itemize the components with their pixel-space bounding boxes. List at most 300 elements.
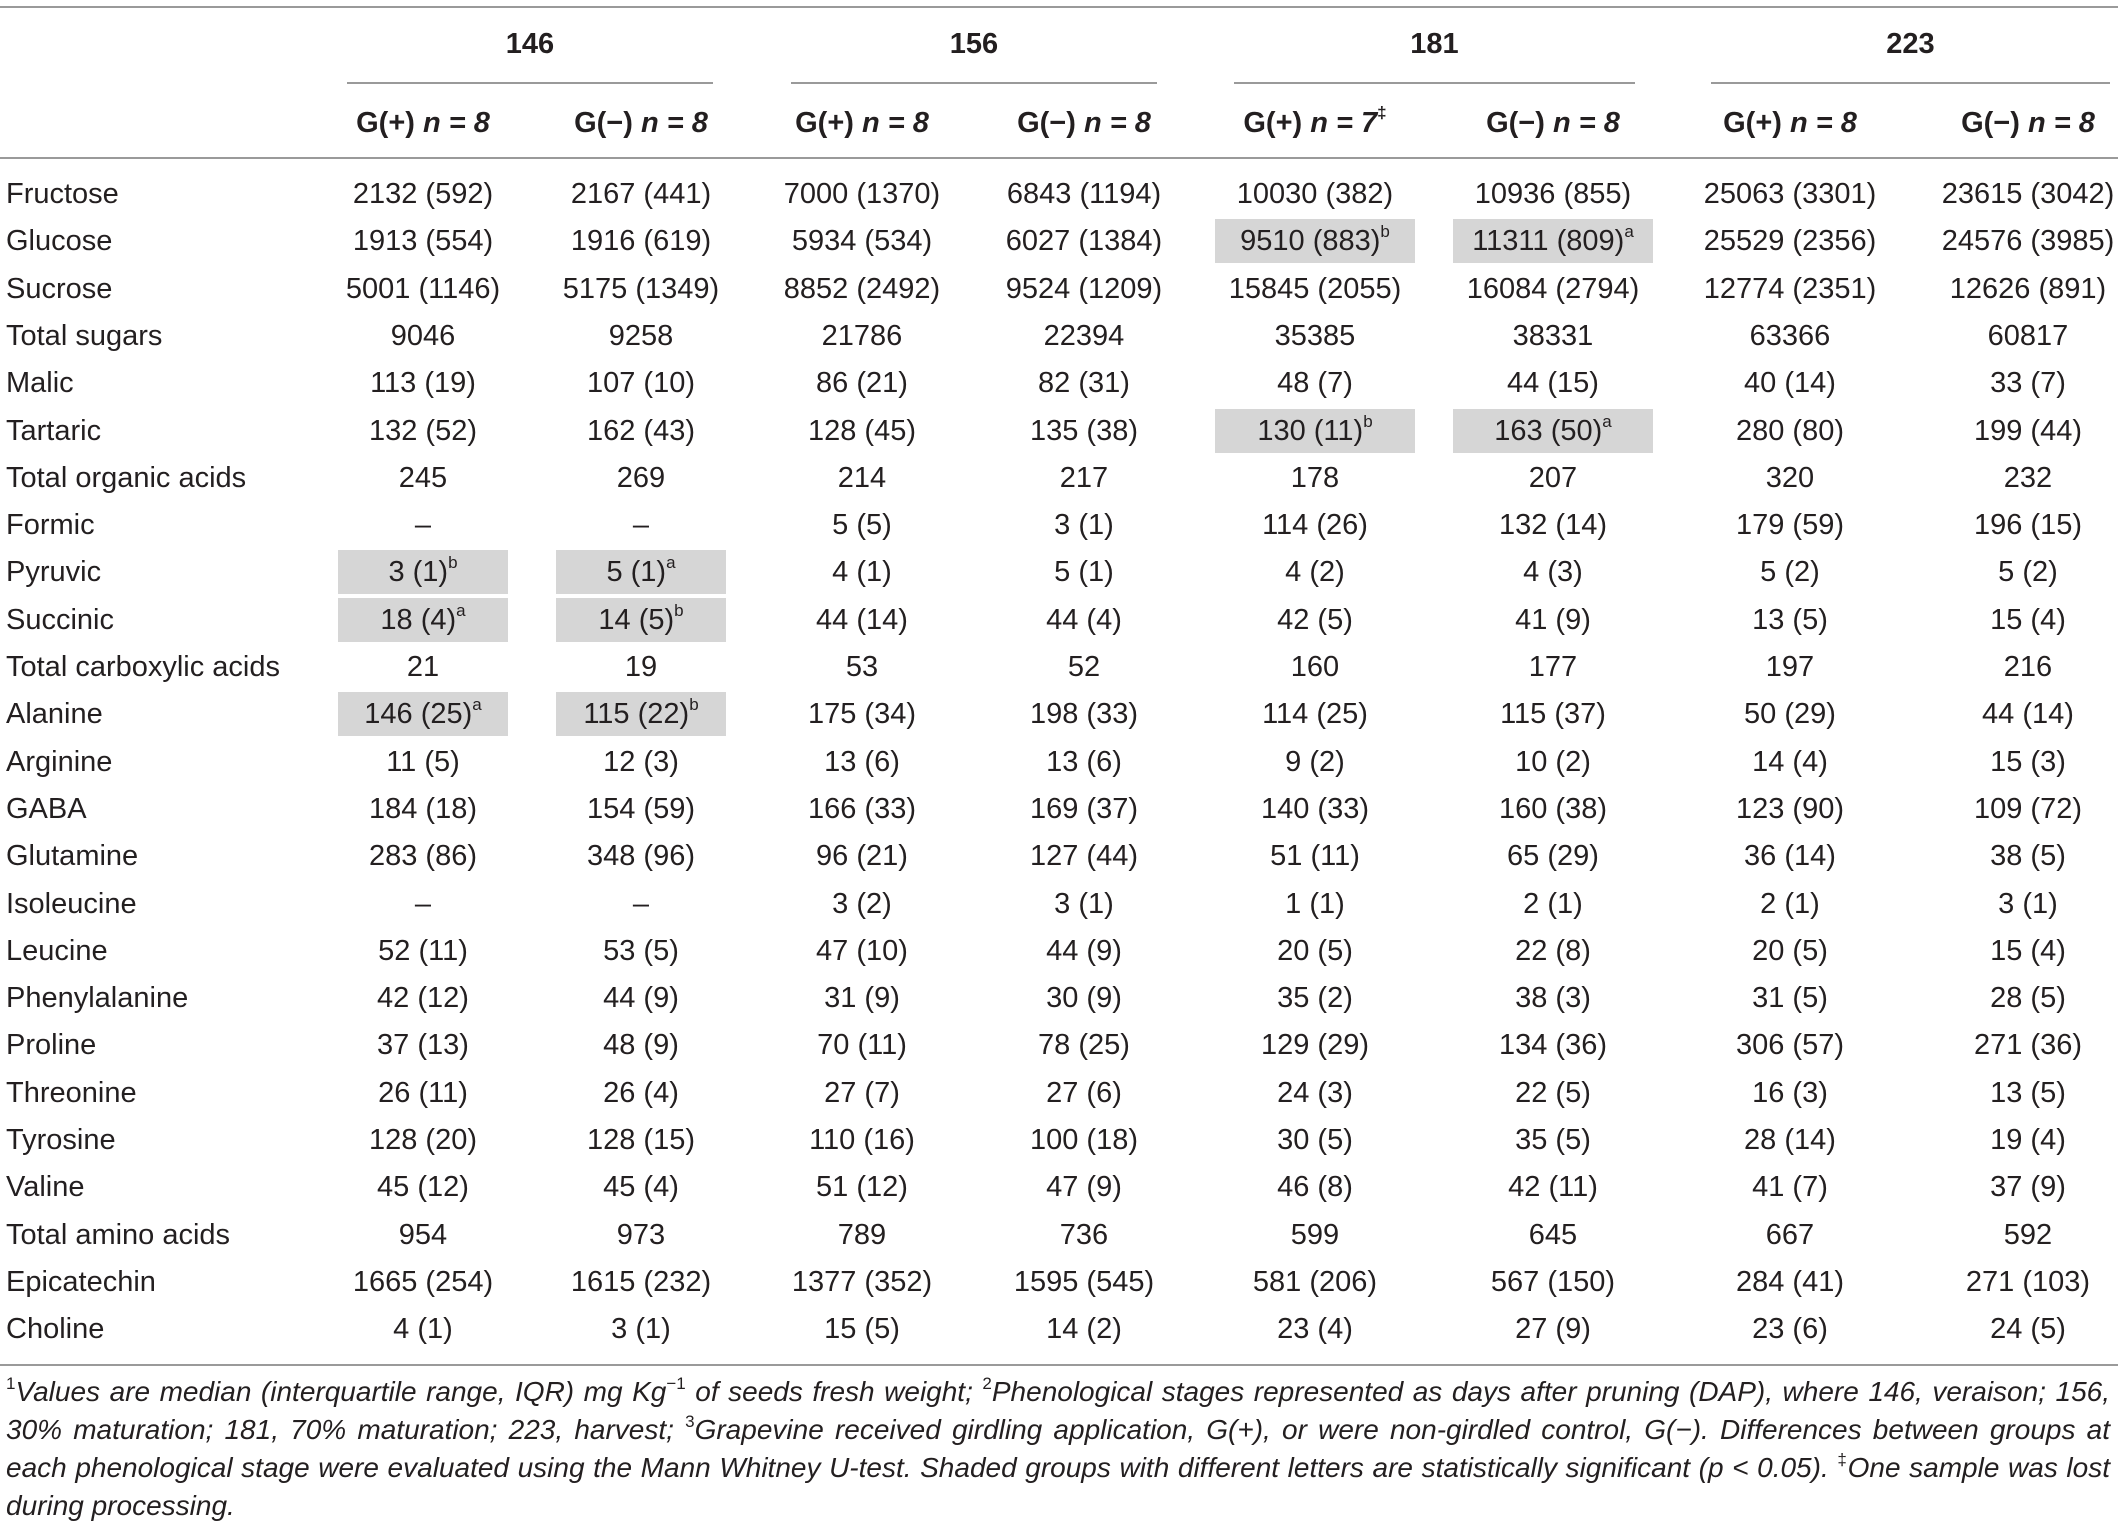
stage-header: 223 (1886, 28, 1935, 60)
row-label: Proline (6, 1029, 97, 1062)
cell-value: 2 (1) (1523, 887, 1583, 920)
group-label: G(+) (795, 107, 862, 139)
table-cell (1695, 1118, 1885, 1162)
cell-value: 216 (2003, 651, 2053, 683)
table-cell (556, 598, 726, 642)
cell-value: 132 (52) (368, 414, 477, 447)
cell-value: 9258 (608, 319, 674, 352)
cell-value: 123 (90) (1735, 792, 1844, 825)
table-cell (1215, 550, 1415, 594)
cell-value: 46 (8) (1277, 1171, 1353, 1204)
cell-value: 5175 (1349) (562, 272, 720, 305)
table-cell (556, 929, 726, 973)
table-cell (767, 598, 957, 642)
table-cell (989, 1118, 1179, 1162)
row-label: Malic (6, 367, 74, 400)
table-cell (1933, 834, 2118, 878)
table-cell (1215, 409, 1415, 453)
cell-value: 51 (12) (816, 1171, 908, 1204)
cell-value: 12774 (2351) (1703, 272, 1877, 305)
cell-value: 50 (29) (1744, 698, 1836, 731)
table-cell (1695, 976, 1885, 1020)
stage-header: 181 (1410, 28, 1459, 60)
table-cell (1215, 1071, 1415, 1115)
table-cell (1933, 1213, 2118, 1257)
cell-value: 18 (4) (380, 603, 457, 636)
table-cell (1695, 1071, 1885, 1115)
table-cell (1453, 1307, 1653, 1351)
table-cell (1453, 314, 1653, 358)
cell-value: 280 (80) (1735, 414, 1844, 447)
table-cell (767, 787, 957, 831)
cell-value: 198 (33) (1029, 698, 1138, 731)
table-cell (338, 929, 508, 973)
table-cell (556, 834, 726, 878)
table-cell (338, 1165, 508, 1209)
table-cell (1215, 787, 1415, 831)
table-cell (1695, 645, 1885, 689)
table-cell (767, 503, 957, 547)
table-cell (989, 834, 1179, 878)
table-cell (1215, 314, 1415, 358)
cell-value: 38331 (1512, 319, 1594, 352)
cell-value: 177 (1528, 651, 1578, 683)
cell-value: 19 (4) (1990, 1124, 2066, 1156)
cell-value: 175 (34) (807, 698, 916, 731)
table-cell (1695, 929, 1885, 973)
cell-value: 196 (15) (1973, 509, 2082, 542)
cell-value: 162 (43) (586, 414, 695, 447)
row-label: Arginine (6, 745, 113, 778)
cell-value: 113 (19) (370, 367, 476, 400)
table-cell (556, 503, 726, 547)
table-cell (1933, 409, 2118, 453)
table-cell (989, 550, 1179, 594)
cell-value: 115 (22) (583, 698, 690, 731)
cell-value: – (414, 887, 432, 920)
top-rule (0, 6, 2118, 8)
cell-value: 1595 (545) (1013, 1265, 1155, 1298)
table-cell (1695, 550, 1885, 594)
cell-value: 1 (1) (1285, 887, 1345, 920)
group-header (1433, 100, 1673, 146)
cell-value: 38 (5) (1990, 840, 2066, 873)
table-cell (989, 1260, 1179, 1304)
table-cell (1215, 503, 1415, 547)
cell-value: 70 (11) (817, 1029, 907, 1062)
footnote-mark: −1 (666, 1374, 686, 1393)
cell-value: 12 (3) (603, 745, 679, 778)
cell-value: 160 (38) (1498, 792, 1607, 825)
cell-value: 599 (1290, 1218, 1340, 1251)
cell-value: 47 (9) (1046, 1171, 1122, 1204)
cell-value: 284 (41) (1735, 1265, 1844, 1298)
table-footnote (6, 1373, 2110, 1525)
cell-value: 100 (18) (1029, 1124, 1138, 1156)
significance-letter: b (1380, 222, 1390, 242)
cell-value: 5001 (1146) (345, 272, 501, 305)
group-n: n = 8 (1789, 107, 1857, 139)
table-cell (767, 172, 957, 216)
cell-value: 5 (1) (1054, 556, 1114, 589)
group-header (521, 100, 761, 146)
group-header (1908, 100, 2118, 146)
row-label: Fructose (6, 178, 119, 210)
table-cell (556, 740, 726, 784)
table-cell (1453, 834, 1653, 878)
cell-value: 82 (31) (1038, 367, 1130, 400)
cell-value: 14 (2) (1046, 1313, 1122, 1346)
row-label: Alanine (6, 698, 103, 731)
table-cell (338, 787, 508, 831)
cell-value: – (632, 509, 650, 542)
cell-value: 35385 (1274, 319, 1356, 352)
significance-letter: b (674, 600, 684, 620)
cell-value: 13 (5) (1752, 603, 1828, 636)
header-rule (0, 157, 2118, 159)
table-cell (1695, 1023, 1885, 1067)
cell-value: 14 (5) (598, 603, 675, 636)
table-cell (989, 503, 1179, 547)
table-cell (989, 692, 1179, 736)
cell-value: 15845 (2055) (1228, 272, 1402, 305)
group-n: n = 7 (1310, 107, 1378, 139)
footnote-text: Values are median (interquartile range, IQR) mg Kg (15, 1376, 667, 1407)
table-cell (1933, 1118, 2118, 1162)
cell-value: 15 (4) (1990, 934, 2066, 967)
cell-value: 973 (616, 1218, 666, 1251)
table-cell (338, 645, 508, 689)
row-label: Epicatechin (6, 1265, 156, 1298)
footnote-text: Grapevine received girdling application, G(+), or were non-girdled control, G(−). Differences between groups at each phenological stage were evaluated using the Mann Whitney U-test. Shaded groups with different letters are statistically significant (p < 0.05). (6, 1414, 2110, 1483)
table-cell (338, 1071, 508, 1115)
table-cell (1933, 598, 2118, 642)
table-cell (556, 1023, 726, 1067)
cell-value: 35 (2) (1277, 982, 1353, 1015)
table-cell (1695, 882, 1885, 926)
significance-letter: a (666, 553, 676, 573)
cell-value: 154 (59) (586, 792, 695, 825)
cell-value: 348 (96) (586, 840, 695, 873)
table-cell (1215, 929, 1415, 973)
cell-value: 1913 (554) (352, 225, 494, 258)
cell-value: 13 (6) (1046, 745, 1122, 778)
cell-value: 38 (3) (1515, 982, 1591, 1015)
table-cell (1453, 172, 1653, 216)
cell-value: 115 (37) (1500, 698, 1606, 731)
table-cell (556, 882, 726, 926)
significance-letter: a (1624, 222, 1634, 242)
cell-value: 53 (845, 651, 879, 683)
cell-value: 25063 (3301) (1703, 178, 1877, 210)
table-cell (1695, 1260, 1885, 1304)
footnote-mark: ‡ (1837, 1450, 1848, 1469)
table-cell (1453, 976, 1653, 1020)
cell-value: 1916 (619) (570, 225, 712, 258)
cell-value: 592 (2003, 1218, 2053, 1251)
footnote-mark: 2 (982, 1374, 992, 1393)
table-cell (1933, 976, 2118, 1020)
group-n: n = 8 (2027, 107, 2095, 139)
cell-value: 954 (398, 1218, 448, 1251)
table-cell (338, 882, 508, 926)
table-cell (1453, 1023, 1653, 1067)
table-cell (1933, 503, 2118, 547)
group-header (964, 100, 1204, 146)
table-cell (767, 1213, 957, 1257)
footnote-text: of seeds fresh weight; (685, 1376, 983, 1407)
table-cell (338, 172, 508, 216)
table-cell (1695, 267, 1885, 311)
cell-value: 129 (29) (1260, 1029, 1369, 1062)
cell-value: 24576 (3985) (1941, 225, 2115, 258)
cell-value: 41 (9) (1515, 603, 1591, 636)
cell-value: 63366 (1749, 319, 1831, 352)
table-cell (1453, 267, 1653, 311)
table-cell (556, 787, 726, 831)
group-label: G(+) (1243, 107, 1311, 139)
row-label: Choline (6, 1313, 105, 1346)
table-cell (1453, 598, 1653, 642)
table-cell (338, 740, 508, 784)
row-label: Total carboxylic acids (6, 651, 280, 683)
table-cell (1933, 550, 2118, 594)
significance-letter: b (448, 553, 458, 573)
table-cell (989, 456, 1179, 500)
table-cell (1453, 645, 1653, 689)
cell-value: 37 (13) (377, 1029, 469, 1062)
table-cell (989, 1307, 1179, 1351)
cell-value: 20 (5) (1277, 934, 1353, 967)
cell-value: 65 (29) (1507, 840, 1599, 873)
row-label: Glutamine (6, 840, 139, 873)
cell-value: 23615 (3042) (1941, 178, 2115, 210)
table-cell (1215, 976, 1415, 1020)
group-header (1670, 100, 1910, 146)
table-cell (338, 550, 508, 594)
cell-value: 6027 (1384) (1005, 225, 1163, 258)
table-cell (556, 219, 726, 263)
cell-value: 27 (6) (1046, 1076, 1122, 1109)
table-cell (338, 361, 508, 405)
cell-value: 140 (33) (1260, 792, 1369, 825)
table-cell (338, 598, 508, 642)
cell-value: 11311 (809) (1472, 225, 1625, 258)
table-cell (989, 882, 1179, 926)
table-cell (989, 361, 1179, 405)
table-cell (556, 1118, 726, 1162)
cell-value: 232 (2003, 461, 2053, 494)
stage-underline (1711, 82, 2110, 84)
cell-value: 3 (1) (1054, 887, 1114, 920)
table-cell (767, 361, 957, 405)
cell-value: 47 (10) (816, 934, 908, 967)
cell-value: 15 (4) (1990, 603, 2066, 636)
cell-value: 1377 (352) (791, 1265, 933, 1298)
table-cell (1695, 456, 1885, 500)
row-label: Total amino acids (6, 1218, 231, 1251)
cell-value: 114 (26) (1262, 509, 1368, 542)
table-cell (1453, 1260, 1653, 1304)
table-cell (1453, 409, 1653, 453)
cell-value: 44 (4) (1046, 603, 1122, 636)
group-header (1195, 100, 1435, 146)
cell-value: 20 (5) (1752, 934, 1828, 967)
table-cell (556, 1071, 726, 1115)
cell-value: 160 (1290, 651, 1340, 683)
table-cell (1453, 787, 1653, 831)
cell-value: 16 (3) (1752, 1076, 1828, 1109)
cell-value: 48 (7) (1277, 367, 1353, 400)
cell-value: 31 (9) (824, 982, 900, 1015)
table-cell (1695, 692, 1885, 736)
table-cell (556, 550, 726, 594)
table-cell (1453, 1165, 1653, 1209)
cell-value: 10030 (382) (1236, 178, 1394, 210)
cell-value: 10936 (855) (1474, 178, 1632, 210)
table-cell (989, 929, 1179, 973)
cell-value: 22 (8) (1515, 934, 1591, 967)
group-label: G(−) (1961, 107, 2028, 139)
table-cell (767, 550, 957, 594)
row-label: Phenylalanine (6, 982, 189, 1015)
table-cell (767, 314, 957, 358)
table-cell (1695, 361, 1885, 405)
table-cell (338, 503, 508, 547)
cell-value: 4 (1) (832, 556, 892, 589)
table-cell (556, 1213, 726, 1257)
table-cell (1453, 503, 1653, 547)
group-n: n = 8 (1083, 107, 1151, 139)
cell-value: 179 (59) (1735, 509, 1844, 542)
cell-value: 4 (2) (1285, 556, 1345, 589)
group-label: G(+) (1723, 107, 1790, 139)
footnote-mark: 3 (685, 1412, 695, 1431)
cell-value: 245 (398, 461, 448, 494)
table-cell (989, 267, 1179, 311)
row-label: Glucose (6, 225, 113, 258)
cell-value: 109 (72) (1973, 792, 2082, 825)
cell-value: 217 (1059, 461, 1109, 494)
table-cell (556, 1260, 726, 1304)
cell-value: 26 (4) (603, 1076, 679, 1109)
stage-header: 156 (949, 28, 999, 60)
significance-letter: b (1363, 411, 1373, 431)
table-cell (1695, 740, 1885, 784)
table-cell (989, 1071, 1179, 1115)
cell-value: 197 (1765, 651, 1815, 683)
table-cell (767, 1071, 957, 1115)
table-cell (338, 456, 508, 500)
cell-value: 163 (50) (1494, 414, 1603, 447)
cell-value: 128 (45) (807, 414, 916, 447)
table-cell (767, 834, 957, 878)
table-cell (1695, 1213, 1885, 1257)
cell-value: 53 (5) (603, 934, 679, 967)
table-cell (556, 976, 726, 1020)
cell-value: 3 (1) (388, 556, 449, 589)
table-cell (767, 929, 957, 973)
cell-value: 306 (57) (1735, 1029, 1844, 1062)
table-cell (556, 314, 726, 358)
table-cell (1215, 1260, 1415, 1304)
table-cell (338, 1023, 508, 1067)
cell-value: 107 (10) (586, 367, 695, 400)
table-cell (1215, 456, 1415, 500)
footnote-mark: 1 (6, 1374, 16, 1393)
cell-value: 13 (5) (1990, 1076, 2066, 1109)
table-cell (1215, 882, 1415, 926)
cell-value: 86 (21) (816, 367, 908, 400)
cell-value: 25529 (2356) (1703, 225, 1877, 258)
table-cell (989, 219, 1179, 263)
table-cell (1933, 645, 2118, 689)
cell-value: 24 (5) (1990, 1313, 2066, 1346)
cell-value: 3 (1) (1054, 509, 1114, 542)
table-cell (1933, 219, 2118, 263)
table-cell (767, 976, 957, 1020)
cell-value: 15 (3) (1990, 745, 2066, 778)
cell-value: 9046 (390, 319, 456, 352)
cell-value: 26 (11) (378, 1076, 468, 1109)
row-label: Tartaric (6, 414, 102, 447)
cell-value: 199 (44) (1973, 414, 2082, 447)
table-cell (1215, 172, 1415, 216)
table-cell (989, 1023, 1179, 1067)
table-cell (989, 645, 1179, 689)
row-label: Succinic (6, 603, 114, 636)
cell-value: 27 (9) (1515, 1313, 1591, 1346)
cell-value: – (632, 887, 650, 920)
cell-value: 6843 (1194) (1006, 178, 1162, 210)
cell-value: 23 (4) (1277, 1313, 1353, 1346)
cell-value: 12626 (891) (1949, 272, 2107, 305)
table-cell (1695, 1307, 1885, 1351)
cell-value: 184 (18) (368, 792, 477, 825)
table-cell (1933, 787, 2118, 831)
cell-value: 5 (2) (1998, 556, 2058, 589)
table-cell (1215, 645, 1415, 689)
table-cell (556, 1307, 726, 1351)
table-cell (1933, 267, 2118, 311)
table-cell (989, 172, 1179, 216)
cell-value: 22394 (1043, 319, 1125, 352)
cell-value: 1665 (254) (352, 1265, 494, 1298)
table-cell (1215, 692, 1415, 736)
cell-value: 16084 (2794) (1466, 272, 1640, 305)
row-label: Leucine (6, 934, 108, 967)
row-label: Isoleucine (6, 887, 137, 920)
table-cell (1453, 882, 1653, 926)
cell-value: 96 (21) (816, 840, 908, 873)
group-header (742, 100, 982, 146)
cell-value: 134 (36) (1498, 1029, 1607, 1062)
cell-value: 178 (1290, 461, 1340, 494)
cell-value: 581 (206) (1252, 1265, 1378, 1298)
cell-value: 30 (9) (1046, 982, 1122, 1015)
cell-value: 28 (5) (1990, 982, 2066, 1015)
stage-underline (791, 82, 1157, 84)
row-label: Formic (6, 509, 95, 542)
table-cell (1453, 740, 1653, 784)
table-cell (1695, 1165, 1885, 1209)
cell-value: 4 (1) (393, 1313, 453, 1346)
table-cell (1215, 834, 1415, 878)
cell-value: 35 (5) (1515, 1124, 1591, 1156)
table-cell (767, 1260, 957, 1304)
table-cell (556, 409, 726, 453)
table-cell (1453, 1118, 1653, 1162)
